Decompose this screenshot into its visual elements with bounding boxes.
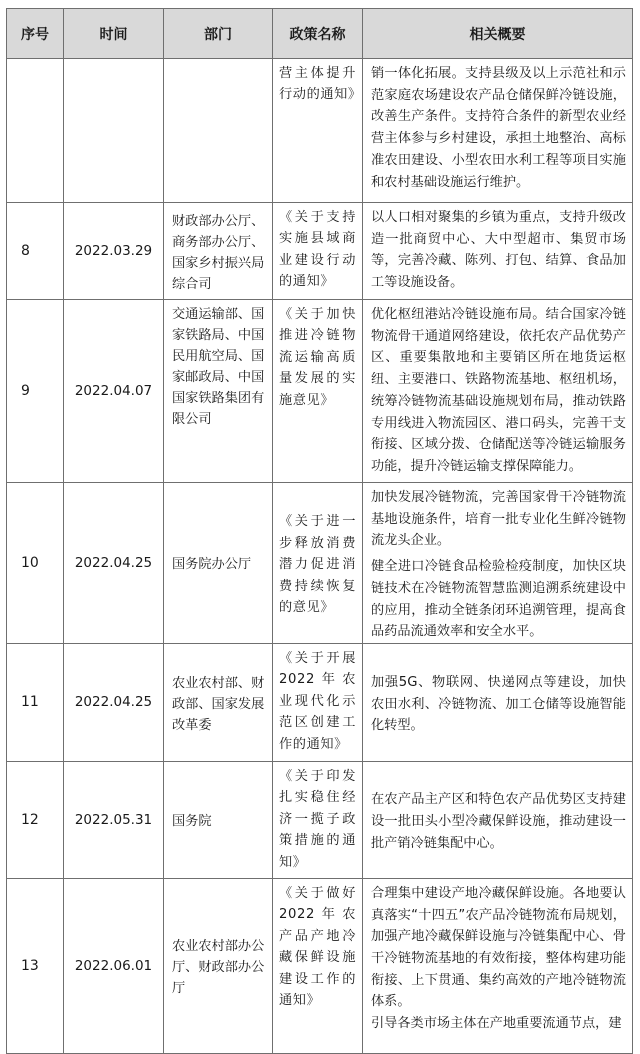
row-summary [363, 483, 633, 644]
summary-paragraph: 在农产品主产区和特色农产品优势区支持建设一批田头小型冷藏保鲜设施，推动建设一批产销冷链集配中心。 [371, 792, 626, 851]
header-dept: 部门 [164, 9, 273, 59]
table-row [7, 59, 633, 203]
header-summary: 相关概要 [363, 9, 633, 59]
row-time: 2022.04.07 [64, 300, 164, 483]
table-row [7, 300, 633, 483]
header-time: 时间 [64, 9, 164, 59]
row-summary [363, 300, 633, 483]
row-no: 13 [7, 878, 64, 1053]
row-no: 10 [7, 483, 64, 644]
summary-paragraph: 以人口相对聚集的乡镇为重点，支持升级改造一批商贸中心、大中型超市、集贸市场等，完善冷藏、陈列、打包、结算、食品加工等设施设备。 [371, 210, 626, 291]
row-no: 11 [7, 643, 64, 761]
row-dept: 国务院办公厅 [164, 483, 273, 644]
row-time: 2022.05.31 [64, 761, 164, 878]
table-row [7, 643, 633, 761]
table-row [7, 203, 633, 300]
row-time: 2022.06.01 [64, 878, 164, 1053]
table-row [7, 878, 633, 1053]
row-dept: 农业农村部办公厅、财政部办公厅 [164, 878, 273, 1053]
summary-paragraph: 健全进口冷链食品检验检疫制度，加快区块链技术在冷链物流智慧监测追溯系统建设中的应用，推动全链条闭环追溯管理，提高食品药品流通效率和安全水平。 [371, 559, 626, 640]
table-header-row [7, 9, 633, 59]
row-policy: 营主体提升行动的通知》 [273, 59, 363, 203]
summary-paragraph: 销一体化拓展。支持县级及以上示范社和示范家庭农场建设农产品仓储保鲜冷链设施，改善生产条件。支持符合条件的新型农业经营主体参与乡村建设，承担土地整治、高标准农田建设、小型农田水利工程等项目实施和农村基础设施运行维护。 [371, 66, 626, 190]
row-dept [164, 59, 273, 203]
summary-paragraph: 加强5G、物联网、快递网点等建设，加快农田水利、冷链物流、加工仓储等设施智能化转型。 [371, 674, 626, 734]
row-no: 9 [7, 300, 64, 483]
summary-paragraph: 引导各类市场主体在产地重要流通节点，建 [371, 1016, 622, 1032]
row-policy: 《关于进一步释放消费潜力促进消费持续恢复的意见》 [273, 483, 363, 644]
summary-paragraph: 优化枢纽港站冷链设施布局。结合国家冷链物流骨干通道网络建设，依托农产品优势产区、重要集散地和主要销区所在地货运枢纽、主要港口、铁路物流基地、枢纽机场，统筹冷链物流基础设施规划布局，推动铁路专用线进入物流园区、港口码头，完善干支衔接、区域分拨、仓储配送等冷链运输服务功能，提升冷链运输支撑保障能力。 [371, 307, 626, 474]
row-summary [363, 59, 633, 203]
row-time: 2022.03.29 [64, 203, 164, 300]
row-time: 2022.04.25 [64, 483, 164, 644]
table-row [7, 483, 633, 644]
row-dept: 财政部办公厅、商务部办公厅、国家乡村振兴局综合司 [164, 203, 273, 300]
summary-paragraph: 合理集中建设产地冷藏保鲜设施。各地要认真落实“十四五”农产品冷链物流布局规划，加强产地冷藏保鲜设施与冷链集配中心、骨干冷链物流基地的有效衔接，整体构建功能衔接、上下贯通、集约高效的产地冷链物流体系。 [371, 885, 626, 1010]
row-policy: 《关于印发扎实稳住经济一揽子政策措施的通知》 [273, 761, 363, 878]
row-dept: 交通运输部、国家铁路局、中国民用航空局、国家邮政局、中国国家铁路集团有限公司 [164, 300, 273, 483]
header-policy: 政策名称 [273, 9, 363, 59]
row-time [64, 59, 164, 203]
row-no: 12 [7, 761, 64, 878]
row-policy: 《关于做好2022年农产品产地冷藏保鲜设施建设工作的通知》 [273, 878, 363, 1053]
row-no [7, 59, 64, 203]
row-summary [363, 761, 633, 878]
row-dept: 国务院 [164, 761, 273, 878]
row-policy: 《关于加快推进冷链物流运输高质量发展的实施意见》 [273, 300, 363, 483]
policy-table [6, 8, 633, 1054]
table-row [7, 761, 633, 878]
row-summary [363, 878, 633, 1053]
header-no: 序号 [7, 9, 64, 59]
summary-paragraph: 加快发展冷链物流，完善国家骨干冷链物流基地设施条件，培育一批专业化生鲜冷链物流龙头企业。 [371, 490, 626, 549]
row-time: 2022.04.25 [64, 643, 164, 761]
row-policy: 《关于支持实施县域商业建设行动的通知》 [273, 203, 363, 300]
row-no: 8 [7, 203, 64, 300]
row-policy: 《关于开展2022年农业现代化示范区创建工作的通知》 [273, 643, 363, 761]
row-dept: 农业农村部、财政部、国家发展改革委 [164, 643, 273, 761]
row-summary [363, 203, 633, 300]
row-summary [363, 643, 633, 761]
